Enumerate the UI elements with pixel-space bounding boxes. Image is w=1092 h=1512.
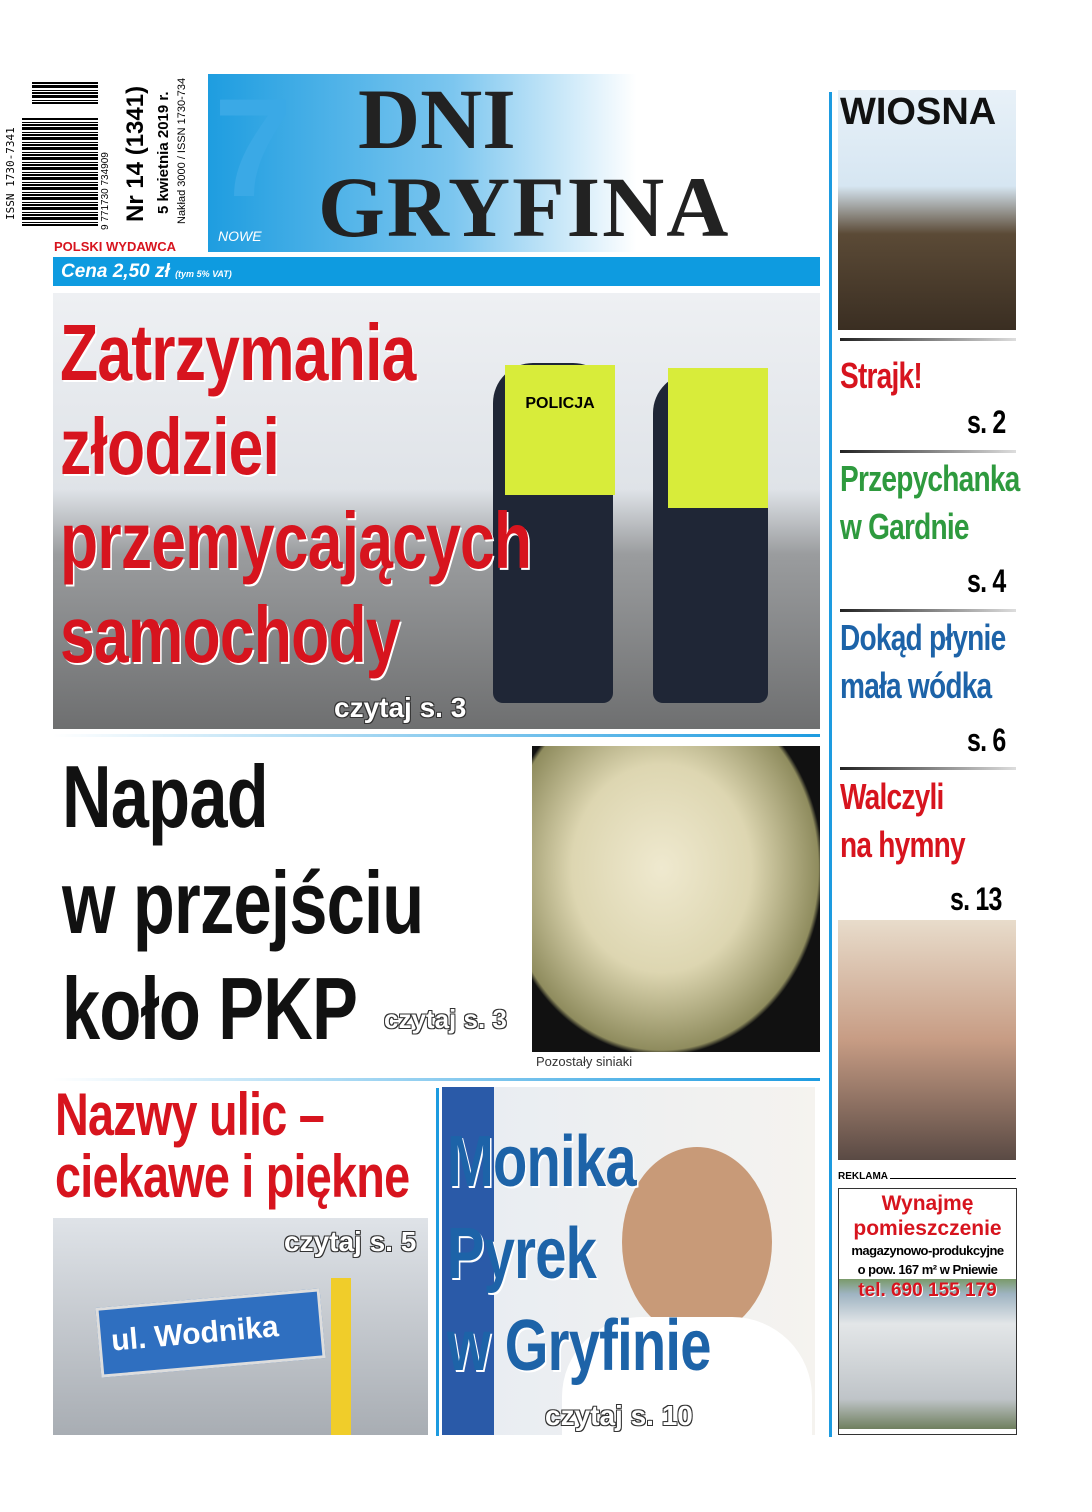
vest-text: POLICJA [505,365,615,495]
pyrek-read-more[interactable]: czytaj s. 10 [545,1400,693,1431]
sidebar-item-vodka[interactable]: Dokąd płynie mała wódka [840,617,1006,706]
price-bar: Cena 2,50 zł (tym 5% VAT) [53,257,820,286]
divider [436,1088,439,1436]
choir-photo [838,920,1016,1160]
rule [890,1178,1016,1179]
sidebar-item-anthems[interactable]: Walczyli na hymny [840,776,965,865]
lead-headline[interactable]: Zatrzymania złodziei przemycających samochody [60,308,532,679]
rule [840,609,1016,612]
bruise-photo [532,746,820,1052]
rule [840,338,1016,341]
sidebar-title: WIOSNA [840,91,997,133]
page-ref: s. 13 [949,881,1002,917]
logo-line2: GRYFINA [318,159,731,252]
second-headline[interactable]: Napad w przejściu koło PKP [62,747,424,1058]
page-ref: s. 6 [966,722,1006,758]
ad-line1: magazynowo-produkcyjne [851,1243,1004,1258]
streets-headline[interactable]: Nazwy ulic – ciekawe i piękne [55,1081,410,1210]
sidebar-divider [829,92,832,1437]
rule [840,450,1016,453]
circulation: Nakład 3000 / ISSN 1730-734 [176,77,188,224]
issue-number: Nr 14 (1341) [122,85,149,222]
ad-label: REKLAMA [838,1171,888,1182]
barcode [22,118,98,226]
divider [53,734,820,737]
barcode-digits: 9 771730 734909 [100,152,111,230]
pyrek-headline[interactable]: Monika Pyrek w Gryfinie [447,1122,711,1386]
ad-line2: o pow. 167 m² w Pniewie [857,1262,998,1277]
rule [840,767,1016,770]
ad-phone: tel. 690 155 179 [858,1280,997,1301]
streets-read-more[interactable]: czytaj s. 5 [284,1226,417,1257]
logo-badge: NOWE [218,228,262,244]
ad-title1: Wynajmę [881,1192,974,1215]
logo-number: 7 [214,74,292,226]
publisher-label: POLSKI WYDAWCA [54,239,177,254]
issue-date: 5 kwietnia 2019 r. [155,91,172,214]
page-ref: s. 4 [966,563,1006,599]
logo-line1: DNI [358,74,516,167]
lead-read-more[interactable]: czytaj s. 3 [334,692,467,723]
street-sign-text: ul. Wodnika [95,1288,325,1377]
ad-box[interactable] [838,1188,1017,1435]
page-ref: s. 2 [966,404,1006,440]
logo [208,74,820,252]
photo-caption: Pozostały siniaki [536,1054,633,1069]
sidebar-item-gardno[interactable]: Przepychanka w Gardnie [840,458,1020,547]
second-read-more[interactable]: czytaj s. 3 [384,1004,507,1034]
barcode-addon [32,82,98,104]
sidebar-item-strike[interactable]: Strajk! [840,355,922,396]
ad-title2: pomieszczenie [853,1217,1002,1240]
issn-side: ISSN 1730-7341 [4,127,17,220]
